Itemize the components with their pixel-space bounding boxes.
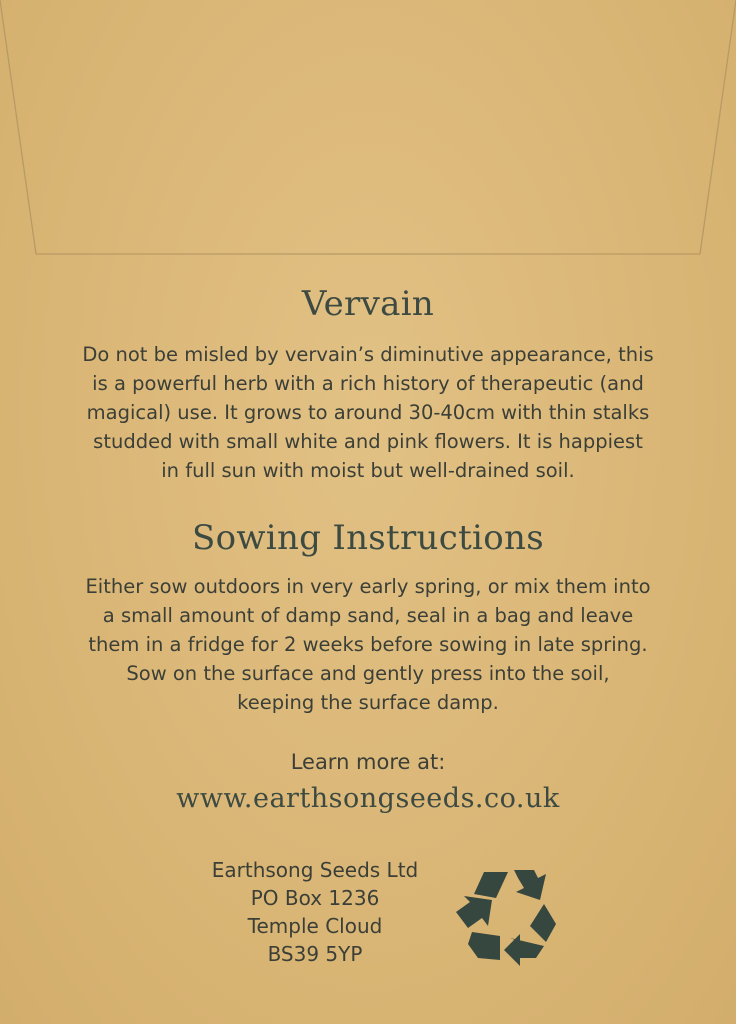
sowing-line: Either sow outdoors in very early spring, or mix them into: [85, 575, 651, 598]
address-line: Temple Cloud: [247, 914, 383, 938]
learn-more-label: Learn more at:: [290, 750, 446, 774]
envelope-flap-outline: [0, 0, 736, 260]
product-description: [0, 340, 736, 485]
website-link[interactable]: www.earthsongseeds.co.uk: [176, 783, 560, 814]
description-line: is a powerful herb with a rich history of therapeutic (and: [92, 372, 644, 395]
address-line: Earthsong Seeds Ltd: [211, 858, 419, 882]
address-line: BS39 5YP: [267, 942, 363, 966]
sowing-line: Sow on the surface and gently press into the soil,: [126, 662, 610, 685]
description-line: in full sun with moist but well-drained soil.: [161, 459, 575, 482]
sowing-instructions: [0, 572, 736, 717]
sowing-line: a small amount of damp sand, seal in a bag and leave: [102, 604, 634, 627]
product-title: Vervain: [301, 284, 435, 324]
description-line: studded with small white and pink flowers. It is happiest: [93, 430, 643, 453]
sowing-heading: Sowing Instructions: [192, 518, 544, 558]
description-line: Do not be misled by vervain’s diminutive appearance, this: [82, 343, 654, 366]
recycle-icon: [452, 862, 568, 970]
sowing-line: them in a fridge for 2 weeks before sowing in late spring.: [88, 633, 648, 656]
address-line: PO Box 1236: [250, 886, 380, 910]
company-address: [190, 856, 440, 968]
sowing-line: keeping the surface damp.: [237, 691, 499, 714]
description-line: magical) use. It grows to around 30-40cm with thin stalks: [86, 401, 650, 424]
